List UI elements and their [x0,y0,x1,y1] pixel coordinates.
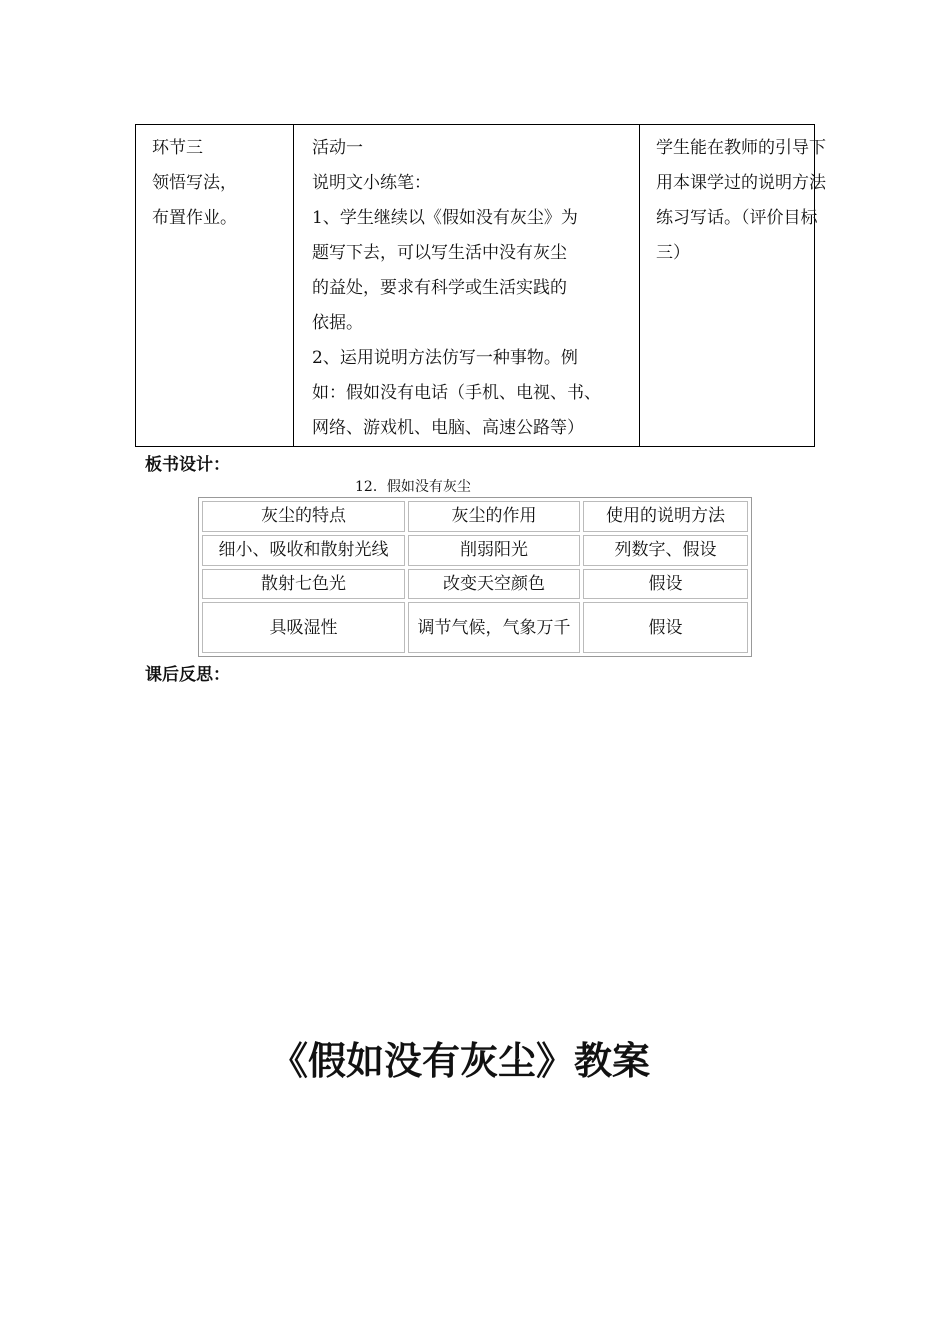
activity-line: 说明文小练笔： [312,173,431,193]
activity-line: 网络、游戏机、电脑、高速公路等） [312,418,584,438]
reflection-heading: 课后反思： [145,665,230,685]
activity-line: 2、运用说明方法仿写一种事物。例 [312,348,578,368]
activity-line: 活动一 [312,138,363,158]
lesson-plan-table [135,124,826,447]
activity-line: 1、学生继续以《假如没有灰尘》为 [312,208,578,228]
evaluation-line: 练习写话。（评价目标 [656,208,818,228]
board-row [202,602,748,653]
board-row [202,535,748,566]
board-header-cell: 灰尘的特点 [202,501,405,532]
board-title: 12．假如没有灰尘 [355,479,471,495]
board-cell: 散射七色光 [202,569,405,600]
board-cell: 假设 [583,602,748,653]
table-row [136,125,815,447]
board-cell: 调节气候，气象万千 [408,602,580,653]
evaluation-line: 三） [656,243,690,263]
board-header-cell: 使用的说明方法 [583,501,748,532]
activity-line: 的益处，要求有科学或生活实践的 [312,278,567,298]
stage-line: 领悟写法， [152,173,237,193]
board-cell: 具吸湿性 [202,602,405,653]
activity-line: 题写下去，可以写生活中没有灰尘 [312,243,567,263]
evaluation-cell [640,125,826,447]
activity-cell [294,125,640,447]
board-cell: 假设 [583,569,748,600]
board-design-heading: 板书设计： [145,455,230,475]
activity-line: 依据。 [312,313,363,333]
document-title: 《假如没有灰尘》教案 [269,1038,650,1083]
stage-cell [136,125,294,447]
board-cell: 改变天空颜色 [408,569,580,600]
board-cell: 削弱阳光 [408,535,580,566]
board-row [202,569,748,600]
board-table [198,497,752,657]
activity-line: 如：假如没有电话（手机、电视、书、 [312,383,601,403]
board-cell: 列数字、假设 [583,535,748,566]
evaluation-line: 用本课学过的说明方法 [656,173,826,193]
stage-line: 布置作业。 [152,208,237,228]
board-cell: 细小、吸收和散射光线 [202,535,405,566]
board-header-row [202,501,748,532]
board-header-cell: 灰尘的作用 [408,501,580,532]
stage-line: 环节三 [152,138,203,158]
evaluation-line: 学生能在教师的引导下 [656,138,826,158]
